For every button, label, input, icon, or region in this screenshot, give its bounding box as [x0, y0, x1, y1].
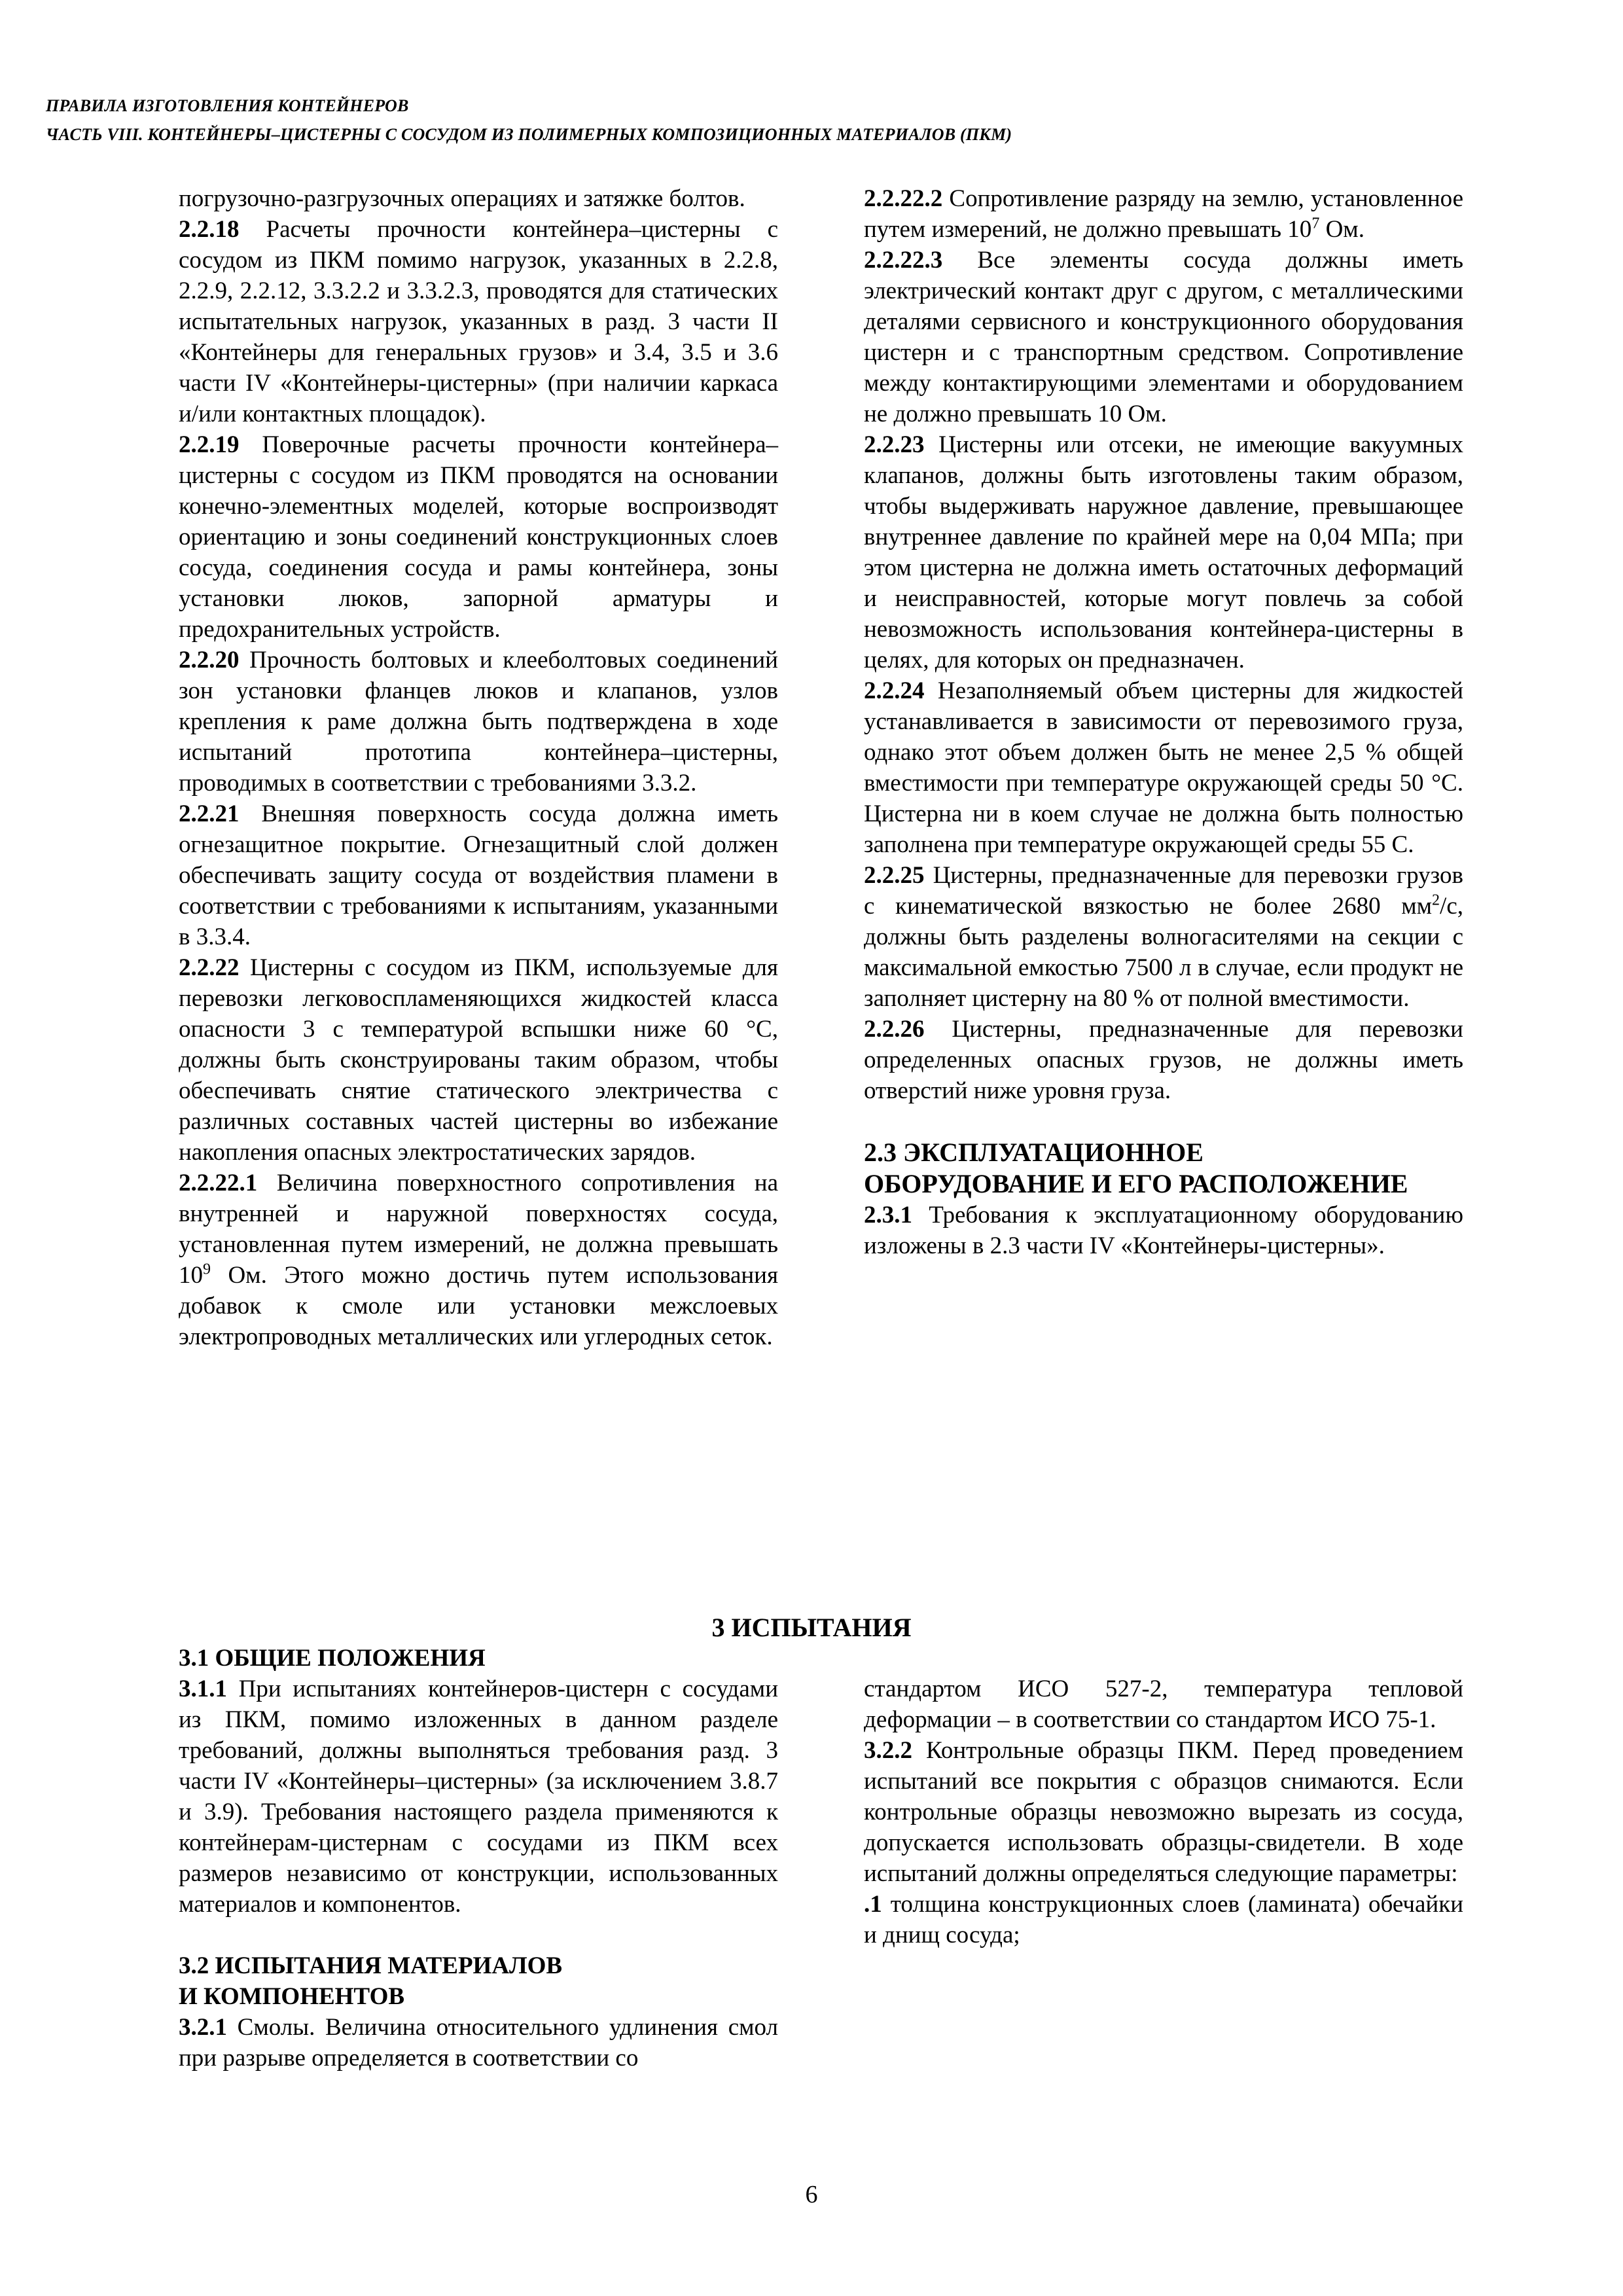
section-heading-2-3	[864, 1137, 1463, 1200]
list-marker: .1	[864, 1891, 882, 1918]
paragraph-text: Поверочные расчеты прочности контейнера–цистерны с сосудом из ПКМ проводятся на основании конечно-элементных моделей, которые воспроизводят ориентацию и зоны соединений конструкционных слоев сосуда, соединения сосуда и рамы контейнера, зоны установки люков, запорной арматуры и предохранительных устройств.	[179, 431, 778, 643]
paragraph-text: Цистерны с сосудом из ПКМ, используемые для перевозки легковоспламеняющихся жидкостей класса опасности 3 с температурой вспышки ниже 60 °С, должны быть сконструированы таким образом, чтобы обеспечивать снятие статического электричества с различных составных частей цистерны во избежание накопления опасных электростатических зарядов.	[179, 954, 778, 1166]
paragraph-text: Прочность болтовых и клееболтовых соединений зон установки фланцев люков и клапанов, узлов крепления к раме должна быть подтверждена в ходе испытаний прототипа контейнера–цистерны, проводимых в соответствии с требованиями 3.3.2.	[179, 647, 778, 797]
paragraph-3-2-2	[864, 1735, 1463, 1889]
section-heading-line: ОБОРУДОВАНИЕ И ЕГО РАСПОЛОЖЕНИЕ	[864, 1169, 1408, 1198]
clause-number: 3.2.2	[864, 1737, 912, 1764]
paragraph-2-2-21	[179, 798, 778, 952]
section-heading-line: И КОМПОНЕНТОВ	[179, 1983, 405, 2010]
clause-number: 2.2.23	[864, 431, 925, 458]
paragraph-text: Расчеты прочности контейнера–цистерны с сосудом из ПКМ помимо нагрузок, указанных в 2.2.8, 2.2.9, 2.2.12, 3.3.2.2 и 3.3.2.3, проводятся для статических испытательных нагрузок, указанных в разд. 3 части II «Контейнеры для генеральных грузов» и 3.4, 3.5 и 3.6 части IV «Контейнеры-цистерны» (при наличии каркаса и/или контактных площадок).	[179, 216, 778, 427]
clause-number: 2.2.22.1	[179, 1170, 258, 1196]
paragraph-2-2-24	[864, 675, 1463, 860]
clause-number: 2.2.19	[179, 431, 240, 458]
lower-right-column	[864, 1674, 1463, 1950]
paragraph-2-2-26	[864, 1014, 1463, 1106]
paragraph-2-2-22-2	[864, 183, 1463, 245]
paragraph-3-2-1	[179, 2012, 778, 2073]
running-header-part: ЧАСТЬ VIII. КОНТЕЙНЕРЫ–ЦИСТЕРНЫ С СОСУДОМ ИЗ ПОЛИМЕРНЫХ КОМПОЗИЦИОННЫХ МАТЕРИАЛОВ (ПКМ)	[46, 125, 1012, 144]
section-heading-line: 2.3 ЭКСПЛУАТАЦИОННОЕ	[864, 1138, 1204, 1167]
clause-number: 2.2.18	[179, 216, 240, 243]
paragraph-text: стандартом ИСО 527-2, температура тепловой деформации – в соответствии со стандартом ИСО 75-1.	[864, 1676, 1463, 1733]
clause-number: 2.3.1	[864, 1202, 912, 1229]
paragraph-2-2-25	[864, 860, 1463, 1014]
running-header-title: ПРАВИЛА ИЗГОТОВЛЕНИЯ КОНТЕЙНЕРОВ	[46, 96, 409, 115]
section-heading-3-1: 3.1 ОБЩИЕ ПОЛОЖЕНИЯ	[179, 1645, 486, 1672]
clause-number: 3.1.1	[179, 1676, 227, 1702]
paragraph-text: погрузочно-разгрузочных операциях и затяжке болтов.	[179, 185, 745, 212]
section-heading-3-2	[179, 1950, 778, 2012]
superscript: 7	[1311, 215, 1320, 232]
paragraph-3-1-1	[179, 1674, 778, 1920]
paragraph-text: Ом. Этого можно достичь путем использования добавок к смоле или установки межслоевых электропроводных металлических или углеродных сеток.	[179, 1262, 778, 1350]
page-number: 6	[805, 2181, 818, 2208]
clause-number: 3.2.1	[179, 2014, 227, 2041]
clause-number: 2.2.24	[864, 677, 925, 704]
chapter-title: 3 ИСПЫТАНИЯ	[711, 1613, 912, 1642]
paragraph-text: Величина поверхностного сопротивления на внутренней и наружной поверхностях сосуда, установленная путем измерений, не должна превышать 10	[179, 1170, 778, 1289]
paragraph-2-2-22	[179, 952, 778, 1168]
paragraph-text: Цистерны, предназначенные для перевозки определенных опасных грузов, не должны иметь отверстий ниже уровня груза.	[864, 1016, 1463, 1104]
clause-number: 2.2.20	[179, 647, 240, 673]
clause-number: 2.2.25	[864, 862, 925, 889]
paragraph-text: Цистерны, предназначенные для перевозки грузов с кинематической вязкостью не более 2680 мм	[864, 862, 1463, 920]
paragraph-text: Цистерны или отсеки, не имеющие вакуумных клапанов, должны быть изготовлены таким образом, чтобы выдерживать наружное давление, превышающее внутреннее давление по крайней мере на 0,04 МПа; при этом цистерна не должна иметь остаточных деформаций и неисправностей, которые могут повлечь за собой невозможность использования контейнера-цистерны в целях, для которых он предназначен.	[864, 431, 1463, 673]
section-heading-line: 3.2 ИСПЫТАНИЯ МАТЕРИАЛОВ	[179, 1952, 563, 1979]
paragraph-text: Смолы. Величина относительного удлинения смол при разрыве определяется в соответствии со	[179, 2014, 778, 2072]
superscript: 9	[203, 1261, 211, 1278]
paragraph-text: При испытаниях контейнеров-цистерн с сосудами из ПКМ, помимо изложенных в данном разделе требований, должны выполняться требования разд. 3 части IV «Контейнеры–цистерны» (за исключением 3.8.7 и 3.9). Требования настоящего раздела применяются к контейнерам-цистернам с сосудами из ПКМ всех размеров независимо от конструкции, использованных материалов и компонентов.	[179, 1676, 778, 1918]
paragraph-2-2-22-3	[864, 245, 1463, 429]
paragraph-text: Контрольные образцы ПКМ. Перед проведением испытаний все покрытия с образцов снимаются. Если контрольные образцы невозможно вырезать из сосуда, допускается использовать образцы-свидетели. В ходе испытаний должны определяться следующие параметры:	[864, 1737, 1463, 1887]
clause-number: 2.2.22.3	[864, 247, 943, 274]
upper-left-column	[179, 183, 778, 1352]
superscript: 2	[1432, 891, 1440, 909]
clause-number: 2.2.21	[179, 800, 240, 827]
paragraph-text: Внешняя поверхность сосуда должна иметь огнезащитное покрытие. Огнезащитный слой должен обеспечивать защиту сосуда от воздействия пламени в соответствии с требованиями к испытаниям, указанными в 3.3.4.	[179, 800, 778, 950]
paragraph-text: Незаполняемый объем цистерны для жидкостей устанавливается в зависимости от перевозимого груза, однако этот объем должен быть не менее 2,5 % общей вместимости при температуре окружающей среды 50 °С. Цистерна ни в коем случае не должна быть полностью заполнена при температуре окружающей среды 55 С.	[864, 677, 1463, 858]
paragraph-text: Все элементы сосуда должны иметь электрический контакт друг с другом, с металлическими деталями сервисного и конструкционного оборудования цистерн и с транспортным средством. Сопротивление между контактирующими элементами и оборудованием не должно превышать 10 Ом.	[864, 247, 1463, 427]
paragraph-text: толщина конструкционных слоев (ламината) обечайки и днищ сосуда;	[864, 1891, 1463, 1948]
paragraph-2-2-22-1	[179, 1168, 778, 1352]
paragraph-2-2-20	[179, 645, 778, 798]
paragraph-2-2-19	[179, 429, 778, 645]
paragraph-text: Требования к эксплуатационному оборудованию изложены в 2.3 части IV «Контейнеры-цистерны».	[864, 1202, 1463, 1259]
paragraph-2-2-18	[179, 214, 778, 429]
paragraph-text: /с, должны быть разделены волногасителями на секции с максимальной емкостью 7500 л в случае, если продукт не заполняет цистерну на 80 % от полной вместимости.	[864, 893, 1463, 1012]
paragraph	[179, 183, 778, 214]
clause-number: 2.2.22	[179, 954, 240, 981]
paragraph-text: Ом.	[1319, 216, 1364, 243]
lower-left-column	[179, 1643, 778, 2073]
paragraph-2-2-23	[864, 429, 1463, 675]
clause-number: 2.2.26	[864, 1016, 925, 1043]
paragraph	[864, 1674, 1463, 1735]
paragraph-text: Сопротивление разряду на землю, установленное путем измерений, не должно превышать 10	[864, 185, 1463, 243]
clause-number: 2.2.22.2	[864, 185, 943, 212]
upper-right-column	[864, 183, 1463, 1261]
paragraph-2-3-1	[864, 1200, 1463, 1261]
list-item-1	[864, 1889, 1463, 1950]
